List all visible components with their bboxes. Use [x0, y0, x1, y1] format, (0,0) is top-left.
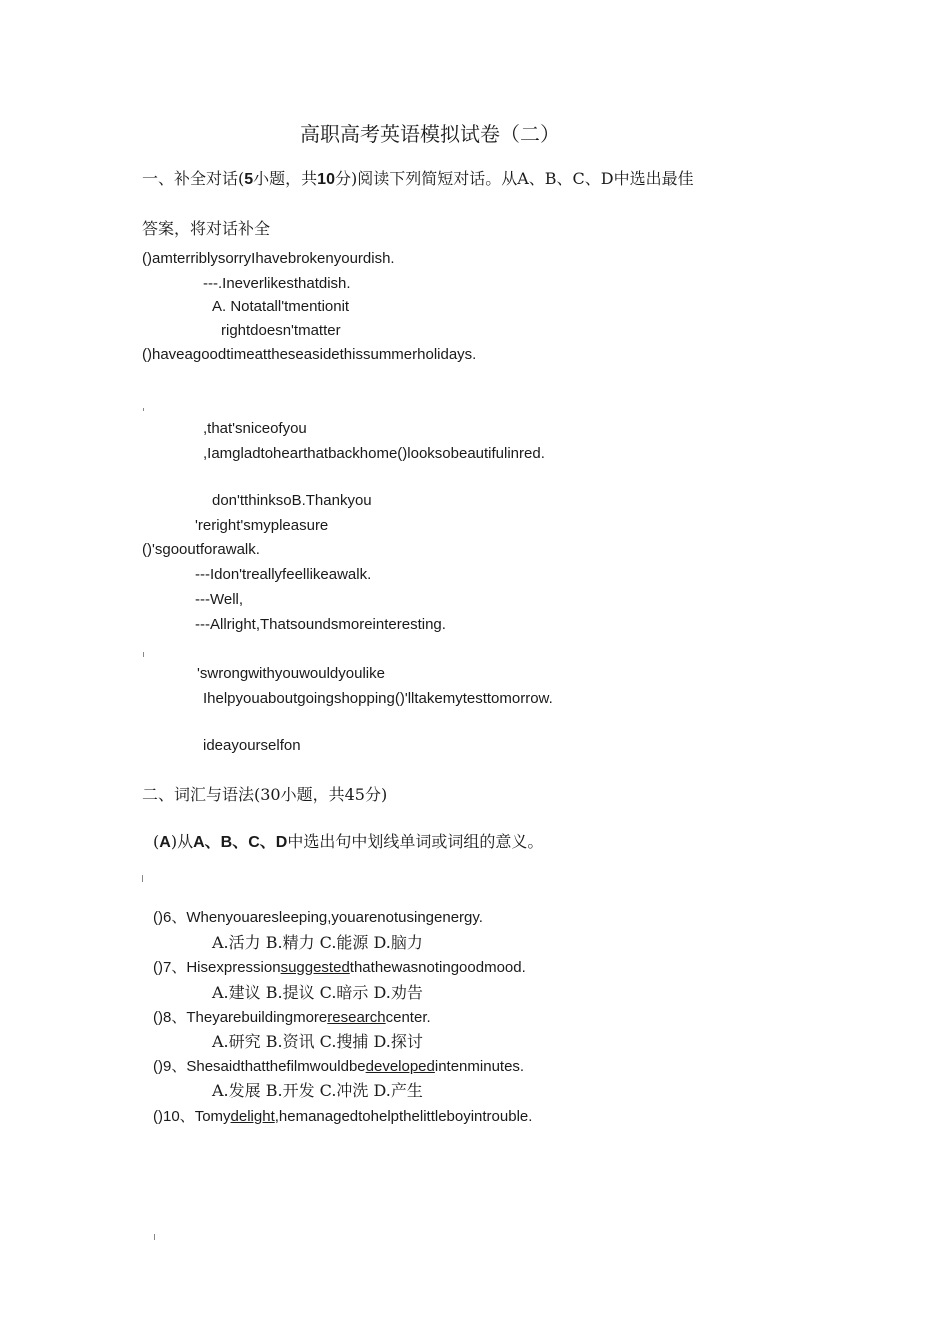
dialog-option: A. Notatall'tmentionit	[212, 298, 350, 315]
sub-open-paren: (	[153, 832, 160, 851]
sub-letters: A、B、C、D	[193, 834, 288, 851]
underlined-word: developed	[365, 1058, 435, 1075]
section1-heading	[142, 169, 694, 190]
margin-mark	[142, 875, 143, 882]
question-number: ()8、	[153, 1009, 187, 1026]
section2-heading: 二、词汇与语法(30小题，共45分)	[142, 785, 388, 804]
margin-mark	[143, 408, 144, 411]
dialog-option: 'swrongwithyouwouldyoulike	[197, 665, 385, 682]
question-number: ()6、	[153, 909, 187, 926]
sub-pre: 从	[177, 832, 194, 851]
question-number: ()7、	[153, 959, 187, 976]
question-8-options: A.研究 B.资讯 C.搜捕 D.探讨	[212, 1032, 423, 1051]
section2-subheading	[153, 832, 543, 853]
question-text: Tomy	[194, 1108, 231, 1125]
question-9-options: A.发展 B.开发 C.冲洗 D.产生	[212, 1081, 423, 1100]
underlined-word: research	[327, 1009, 386, 1026]
section1-heading-post: 分)阅读下列简短对话。从A、B、C、D中选出最佳	[334, 169, 694, 188]
question-text: Hisexpression	[186, 959, 281, 976]
dialog-line: ()haveagoodtimeattheseasidethissummerholidays.	[142, 346, 477, 363]
question-8	[153, 1008, 431, 1028]
question-text-end: energy.	[434, 909, 483, 926]
dialog-line: ()'sgooutforawalk.	[142, 541, 260, 558]
dialog-option: ,that'sniceofyou	[203, 420, 307, 437]
question-text-end: ,hemanagedtohelpthelittleboyintrouble.	[274, 1108, 533, 1125]
question-text: Theyarebuildingmore	[186, 1009, 328, 1026]
question-7-options: A.建议 B.提议 C.暗示 D.劝告	[212, 983, 423, 1002]
dialog-line: ,Iamgladtohearthatbackhome()looksobeautifulinred.	[203, 445, 545, 462]
dialog-line: ---Allright,Thatsoundsmoreinteresting.	[195, 616, 446, 633]
question-text: Whenyouaresleeping,youarenotusing	[186, 909, 435, 926]
question-10	[153, 1107, 532, 1127]
dialog-option: rightdoesn'tmatter	[221, 322, 341, 339]
underlined-word: suggested	[280, 959, 350, 976]
page-title: 高职高考英语模拟试卷（二）	[300, 122, 560, 146]
sub-post: 中选出句中划线单词或词组的意义。	[287, 832, 544, 851]
question-6	[153, 908, 483, 928]
section1-heading-mid: 小题，共	[253, 169, 318, 188]
question-text-end: thathewasnotingoodmood.	[349, 959, 526, 976]
margin-mark	[154, 1234, 155, 1240]
question-6-options: A.活力 B.精力 C.能源 D.脑力	[212, 933, 423, 952]
dialog-line: ()amterriblysorryIhavebrokenyourdish.	[142, 250, 395, 267]
margin-mark	[143, 652, 144, 657]
dialog-line: ---Well,	[195, 591, 244, 608]
question-text: Shesaidthatthefilmwouldbe	[186, 1058, 366, 1075]
sub-letter: A	[159, 834, 171, 851]
dialog-option: 'reright'smypleasure	[195, 517, 329, 534]
dialog-line: ---.Ineverlikesthatdish.	[203, 275, 351, 292]
dialog-option: ideayourselfon	[203, 737, 301, 754]
section1-points: 10	[317, 171, 335, 188]
question-number: ()9、	[153, 1058, 187, 1075]
question-text-end: intenminutes.	[434, 1058, 525, 1075]
section1-heading-pre: 一、补全对话(	[142, 169, 245, 188]
question-text-end: center.	[385, 1009, 431, 1026]
dialog-line: Ihelpyouaboutgoingshopping()'lltakemytesttomorrow.	[203, 690, 553, 707]
question-number: ()10、	[153, 1108, 195, 1125]
dialog-option: don'tthinksoB.Thankyou	[212, 492, 372, 509]
sub-close-paren: )	[170, 832, 178, 851]
dialog-line: ---Idon'treallyfeellikeawalk.	[195, 566, 372, 583]
underlined-word: delight	[230, 1108, 275, 1125]
question-7	[153, 958, 526, 978]
section1-count: 5	[244, 171, 254, 188]
section1-heading-cont: 答案，将对话补全	[142, 219, 271, 238]
question-9	[153, 1057, 524, 1077]
